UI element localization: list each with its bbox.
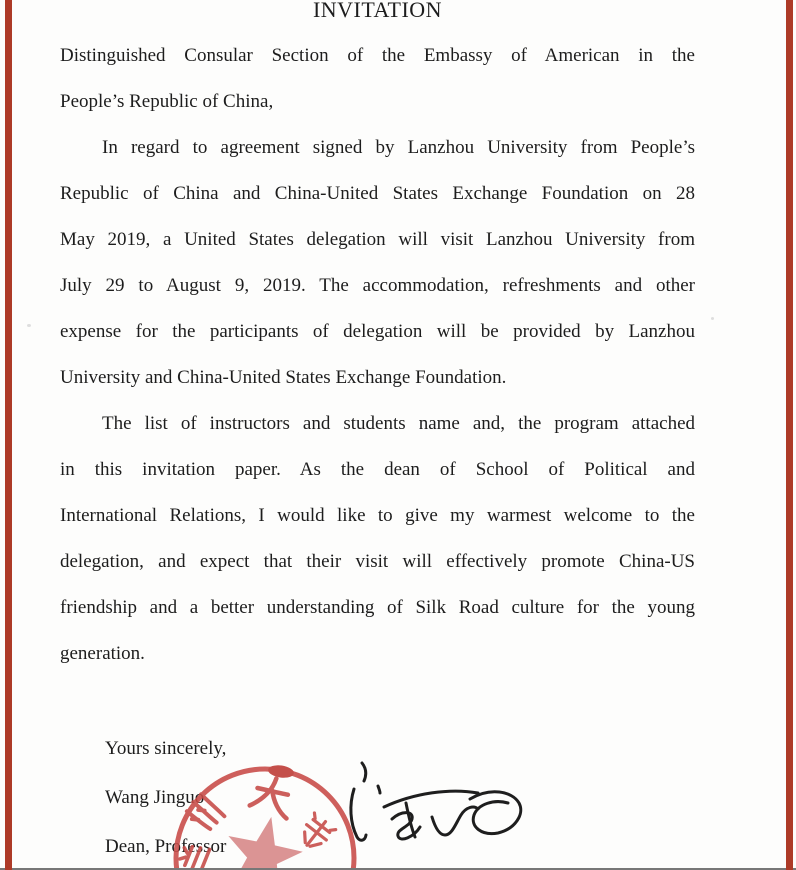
letter-body xyxy=(60,33,695,677)
star-icon xyxy=(219,809,308,870)
letter-line: The list of instructors and students name and, the program attached xyxy=(102,413,695,434)
valediction: Yours sincerely, xyxy=(105,738,227,759)
signatory-title: Dean, Professor xyxy=(105,836,227,857)
page-border-right xyxy=(786,0,793,870)
letter-line: July 29 to August 9, 2019. The accommodation, refreshments and other xyxy=(60,275,695,296)
letter-title: INVITATION xyxy=(312,0,443,22)
letter-line: generation. xyxy=(60,643,145,664)
letter-line: In regard to agreement signed by Lanzhou University from People’s xyxy=(102,137,695,158)
letter-line: in this invitation paper. As the dean of School of Political and xyxy=(60,459,695,480)
letter-line: friendship and a better understanding of Silk Road culture for the young xyxy=(60,597,695,618)
letter-line: International Relations, I would like to give my warmest welcome to the xyxy=(60,505,695,526)
letter-line: delegation, and expect that their visit will effectively promote China-US xyxy=(60,551,695,572)
seal-ring-blot xyxy=(267,764,294,780)
letter-line: expense for the participants of delegation will be provided by Lanzhou xyxy=(60,321,695,342)
letter-line: People’s Republic of China, xyxy=(60,91,274,112)
scan-noise xyxy=(27,324,31,327)
letter-line: Republic of China and China-United States Exchange Foundation on 28 xyxy=(60,183,695,204)
letter-line: May 2019, a United States delegation will visit Lanzhou University from xyxy=(60,229,695,250)
scan-noise xyxy=(711,317,714,320)
letter-line: University and China-United States Exchange Foundation. xyxy=(60,367,507,388)
letter-line: Distinguished Consular Section of the Embassy of American in the xyxy=(60,45,695,66)
signatory-name: Wang Jinguo xyxy=(105,787,205,808)
handwritten-signature xyxy=(348,757,528,857)
page-border-left xyxy=(5,0,12,870)
